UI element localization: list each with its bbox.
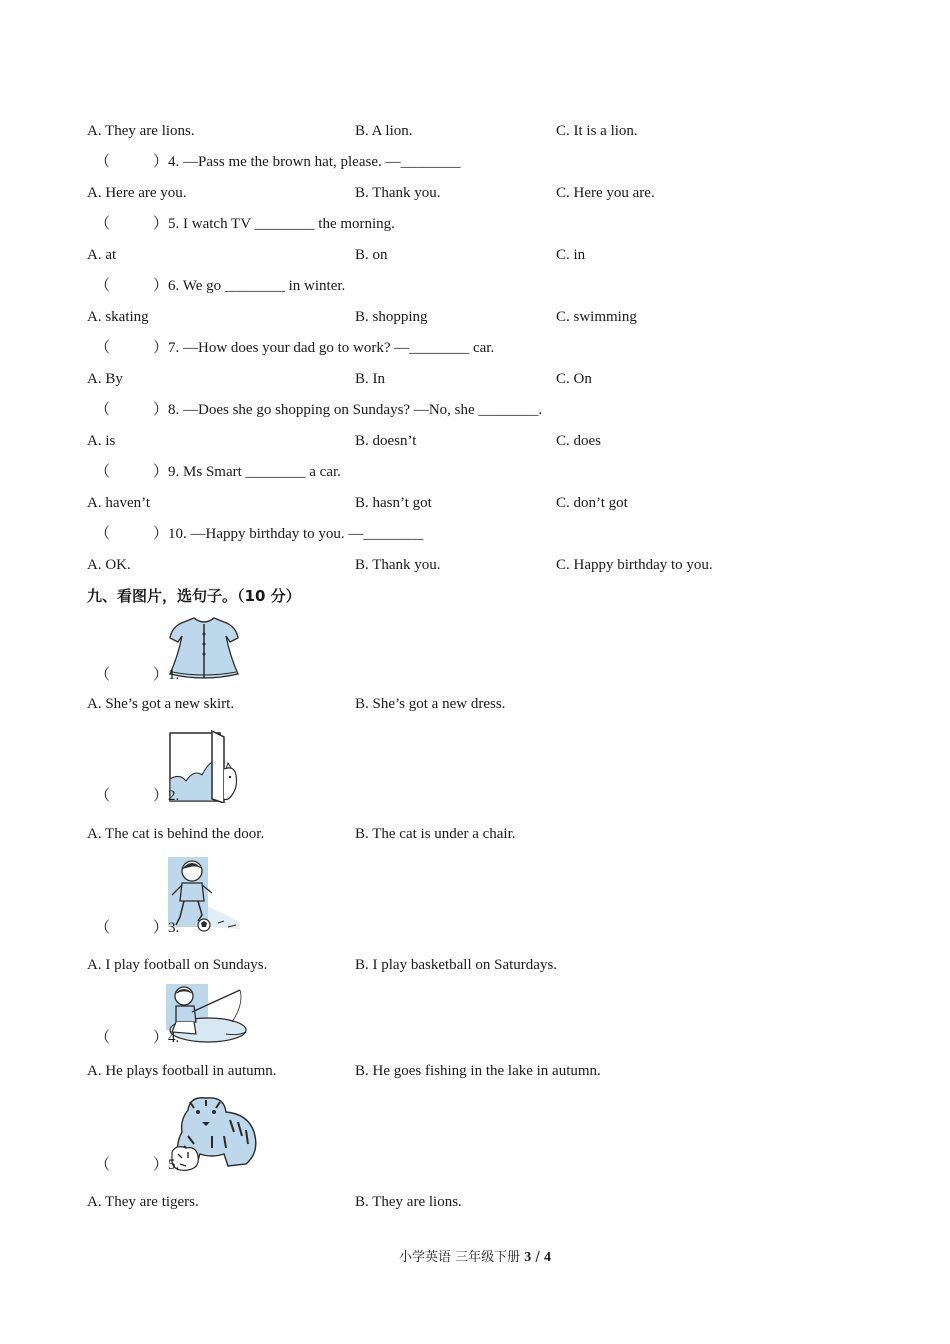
item-number: ）4. bbox=[153, 1030, 180, 1046]
item-number: ）3. bbox=[153, 920, 180, 936]
item-1-options bbox=[0, 693, 950, 715]
item-3 bbox=[0, 917, 950, 939]
answer-paren: （ bbox=[95, 1030, 111, 1046]
answer-paren: （ bbox=[95, 402, 111, 418]
section-9-heading: 九、看图片，选句子。（10 分） bbox=[87, 587, 301, 605]
item-number: ）2. bbox=[153, 788, 180, 804]
answer-paren: （ bbox=[95, 667, 111, 683]
question-text: —Pass me the brown hat, please. —________ bbox=[183, 154, 461, 170]
item-4-options bbox=[0, 1060, 950, 1082]
question-6 bbox=[0, 275, 950, 297]
option-c: C. Happy birthday to you. bbox=[556, 557, 713, 573]
option-b: B. In bbox=[355, 371, 385, 387]
option-c: C. It is a lion. bbox=[556, 123, 638, 139]
option-a: A. I play football on Sundays. bbox=[87, 957, 268, 973]
option-b: B. The cat is under a chair. bbox=[355, 826, 516, 842]
question-text: We go ________ in winter. bbox=[182, 278, 346, 294]
option-a: A. He plays football in autumn. bbox=[87, 1063, 277, 1079]
option-a: A. skating bbox=[87, 309, 149, 325]
option-a: A. The cat is behind the door. bbox=[87, 826, 265, 842]
question-text: —Does she go shopping on Sundays? —No, she ________. bbox=[183, 402, 543, 418]
option-c: C. in bbox=[556, 247, 586, 263]
option-b: B. A lion. bbox=[355, 123, 413, 139]
answer-paren: （ bbox=[95, 278, 111, 294]
answer-paren: （ bbox=[95, 340, 111, 356]
option-b: B. He goes fishing in the lake in autumn. bbox=[355, 1063, 601, 1079]
answer-paren: （ bbox=[95, 154, 111, 170]
question-number: ）5. bbox=[153, 216, 180, 232]
page-number: 3 bbox=[524, 1250, 532, 1265]
item-number: ）1. bbox=[153, 667, 180, 683]
option-b: B. She’s got a new dress. bbox=[355, 696, 506, 712]
q3-options bbox=[0, 120, 950, 142]
question-4 bbox=[0, 151, 950, 173]
answer-paren: （ bbox=[95, 1157, 111, 1173]
option-c: C. On bbox=[556, 371, 592, 387]
option-a: A. By bbox=[87, 371, 123, 387]
option-b: B. doesn’t bbox=[355, 433, 417, 449]
option-c: C. does bbox=[556, 433, 601, 449]
question-5-options bbox=[0, 244, 950, 266]
option-a: A. They are tigers. bbox=[87, 1194, 199, 1210]
option-a: A. She’s got a new skirt. bbox=[87, 696, 235, 712]
item-3-options bbox=[0, 954, 950, 976]
option-b: B. hasn’t got bbox=[355, 495, 432, 511]
question-4-options bbox=[0, 182, 950, 204]
footer-text: 小学英语 三年级下册 bbox=[399, 1250, 525, 1265]
option-b: B. Thank you. bbox=[355, 557, 441, 573]
page-footer bbox=[0, 1246, 950, 1266]
option-a: A. OK. bbox=[87, 557, 131, 573]
item-1 bbox=[0, 664, 950, 686]
option-a: A. at bbox=[87, 247, 117, 263]
option-c: C. Here you are. bbox=[556, 185, 655, 201]
question-text: I watch TV ________ the morning. bbox=[183, 216, 395, 232]
answer-paren: （ bbox=[95, 464, 111, 480]
item-2 bbox=[0, 785, 950, 807]
question-text: —Happy birthday to you. —________ bbox=[190, 526, 424, 542]
option-b: B. Thank you. bbox=[355, 185, 441, 201]
page-separator: / bbox=[531, 1250, 544, 1265]
question-5 bbox=[0, 213, 950, 235]
answer-paren: （ bbox=[95, 216, 111, 232]
question-8 bbox=[0, 399, 950, 421]
item-2-options bbox=[0, 823, 950, 845]
option-c: C. don’t got bbox=[556, 495, 628, 511]
question-number: ）10. bbox=[153, 526, 187, 542]
option-b: B. on bbox=[355, 247, 388, 263]
question-9 bbox=[0, 461, 950, 483]
item-number: ）5. bbox=[153, 1157, 180, 1173]
question-10-options bbox=[0, 554, 950, 576]
question-8-options bbox=[0, 430, 950, 452]
page-total: 4 bbox=[543, 1250, 551, 1265]
question-10 bbox=[0, 523, 950, 545]
option-b: B. shopping bbox=[355, 309, 428, 325]
question-7 bbox=[0, 337, 950, 359]
option-b: B. They are lions. bbox=[355, 1194, 462, 1210]
item-5 bbox=[0, 1154, 950, 1176]
question-number: ）7. bbox=[153, 340, 180, 356]
question-number: ）9. bbox=[153, 464, 180, 480]
option-a: A. Here are you. bbox=[87, 185, 187, 201]
answer-paren: （ bbox=[95, 788, 111, 804]
item-5-options bbox=[0, 1191, 950, 1213]
option-b: B. I play basketball on Saturdays. bbox=[355, 957, 558, 973]
answer-paren: （ bbox=[95, 920, 111, 936]
question-number: ）4. bbox=[153, 154, 180, 170]
question-number: ）6. bbox=[153, 278, 180, 294]
item-4 bbox=[0, 1027, 950, 1049]
question-7-options bbox=[0, 368, 950, 390]
option-a: A. is bbox=[87, 433, 116, 449]
option-a: A. They are lions. bbox=[87, 123, 195, 139]
answer-paren: （ bbox=[95, 526, 111, 542]
question-text: Ms Smart ________ a car. bbox=[183, 464, 341, 480]
option-a: A. haven’t bbox=[87, 495, 151, 511]
question-6-options bbox=[0, 306, 950, 328]
question-number: ）8. bbox=[153, 402, 180, 418]
question-9-options bbox=[0, 492, 950, 514]
option-c: C. swimming bbox=[556, 309, 637, 325]
question-text: —How does your dad go to work? —________ car. bbox=[183, 340, 495, 356]
